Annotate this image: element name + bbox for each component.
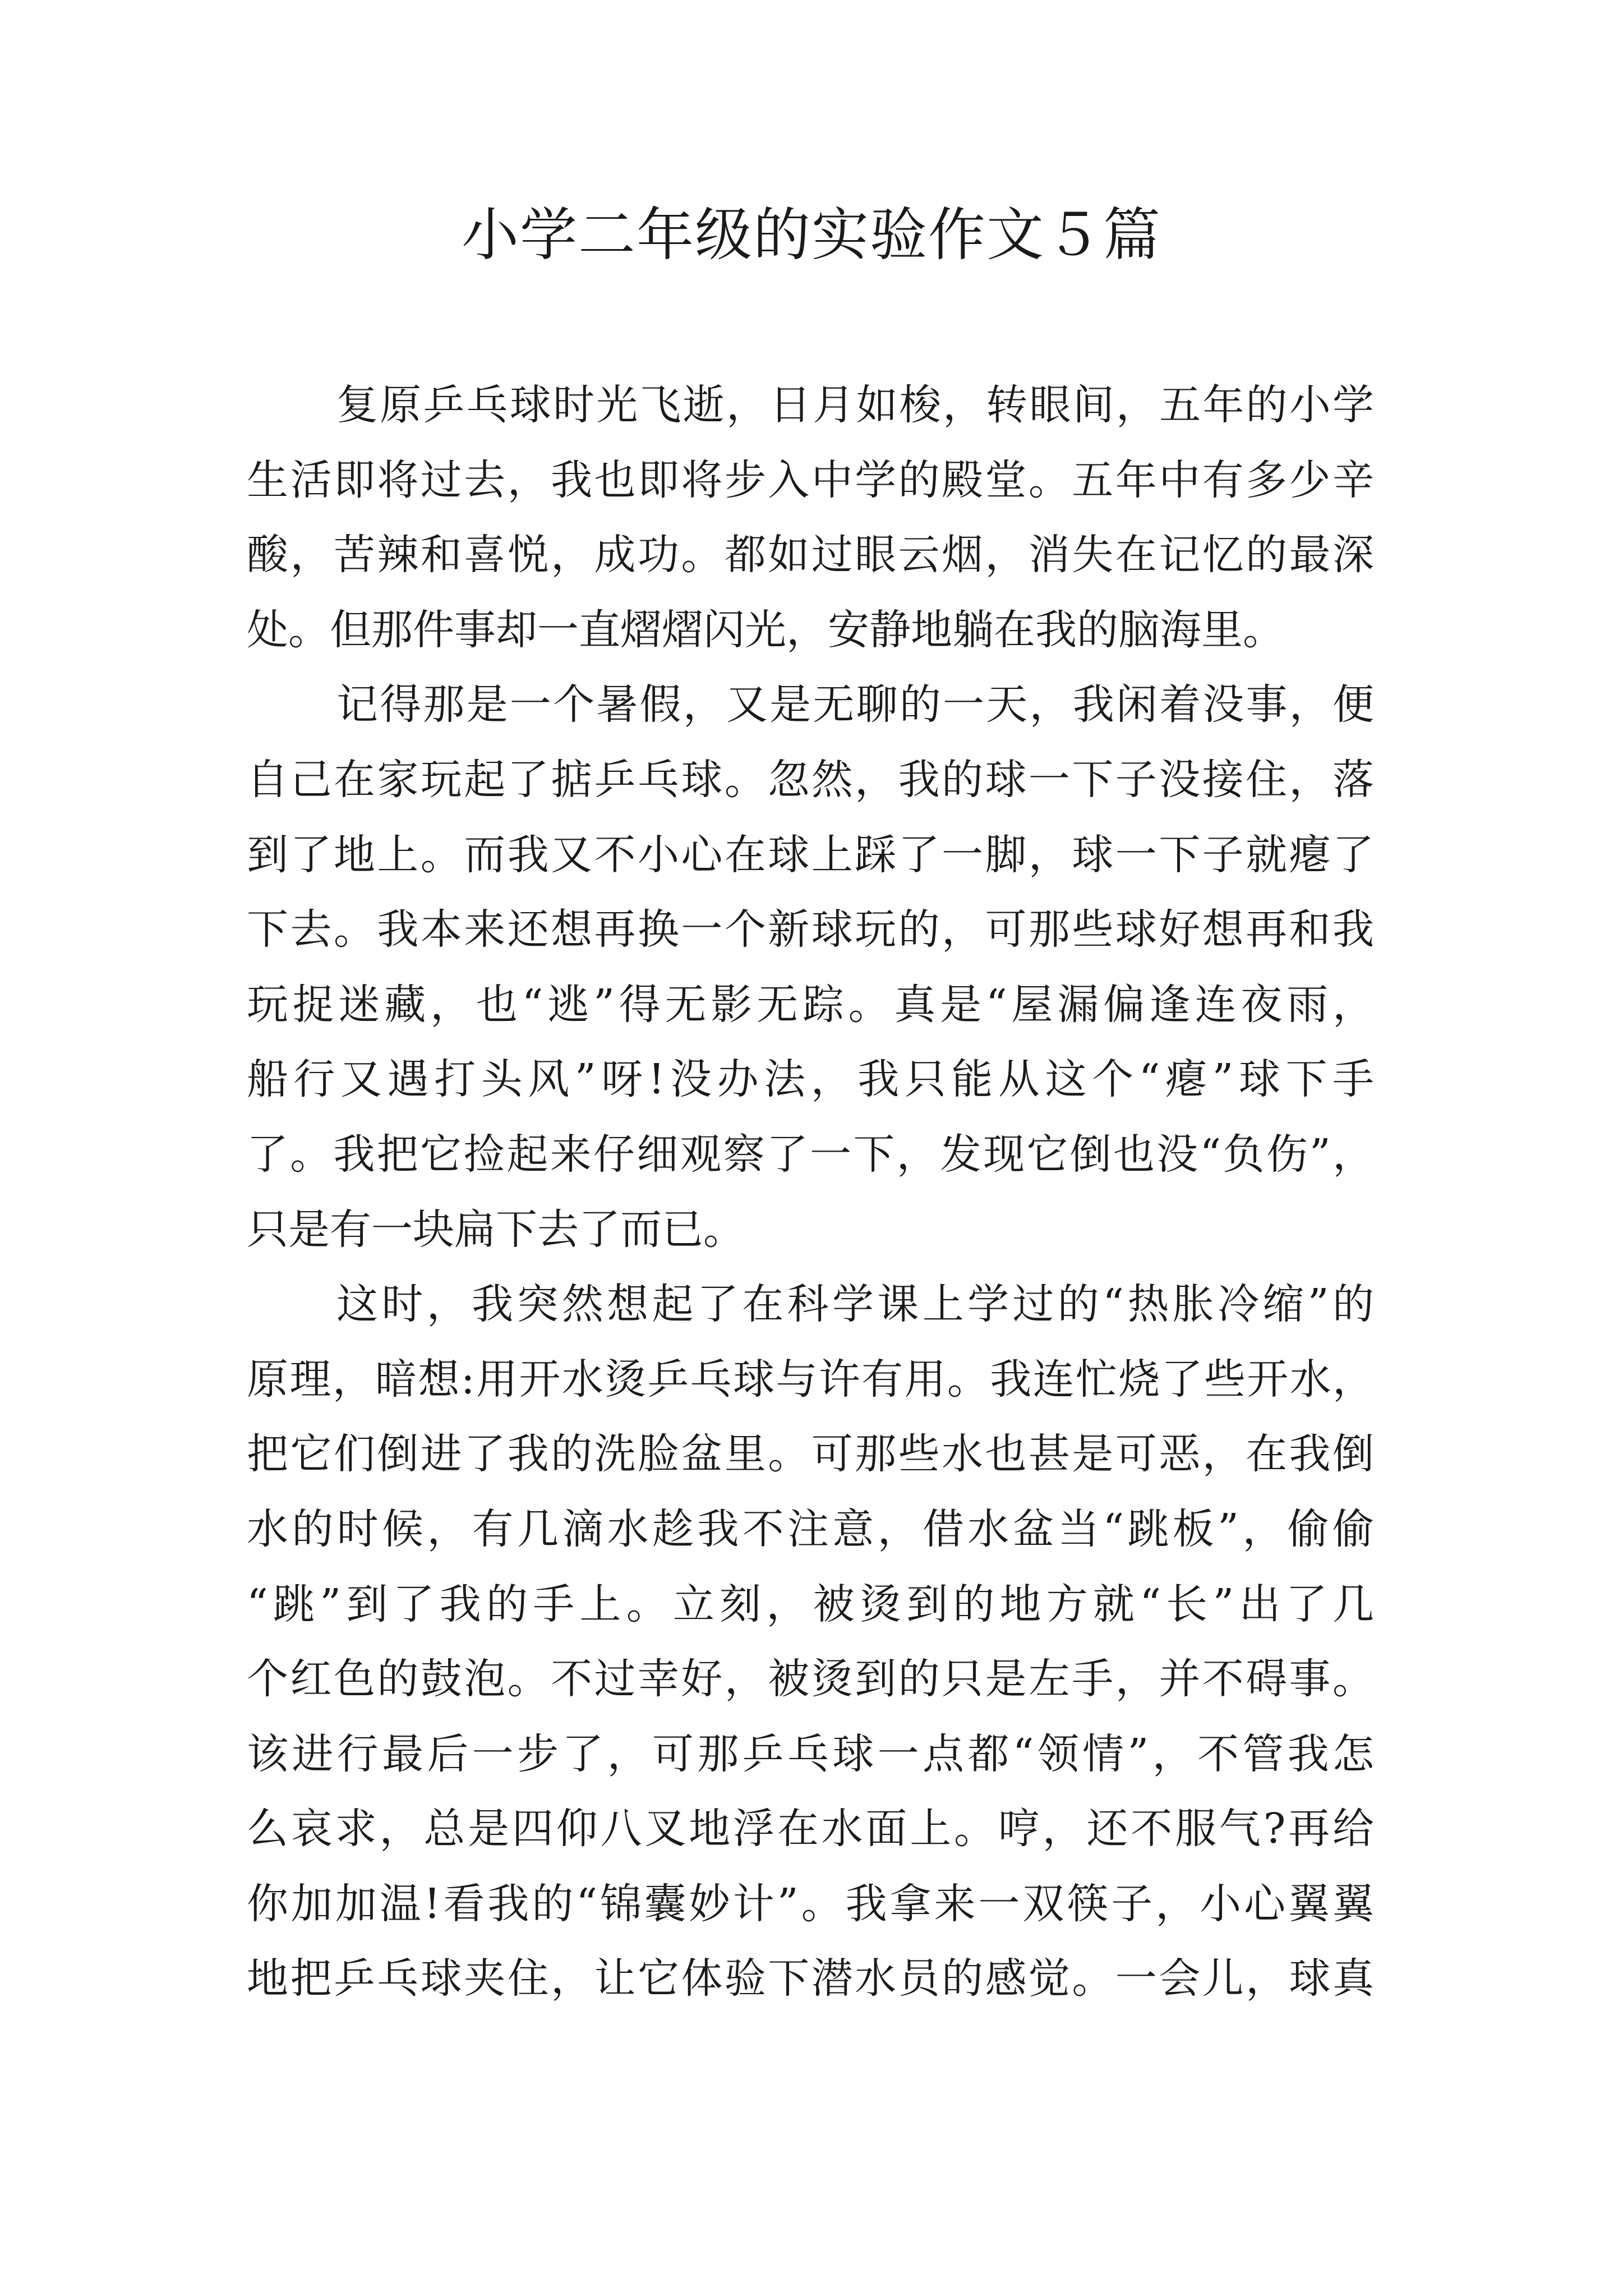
text-line: 只是有一块扁下去了而已。 xyxy=(247,1205,745,1254)
text-line: 到了地上。而我又不小心在球上踩了一脚，球一下子就瘪了 xyxy=(247,830,1374,879)
text-line: 原理，暗想:用开水烫乒乓球与许有用。我连忙烧了些开水， xyxy=(247,1355,1374,1404)
text-line: 玩捉迷藏，也“逃”得无影无踪。真是“屋漏偏逢连夜雨， xyxy=(247,980,1374,1029)
text-line: 水的时候，有几滴水趁我不注意，借水盆当“跳板”，偷偷 xyxy=(247,1504,1374,1553)
text-line: 下去。我本来还想再换一个新球玩的，可那些球好想再和我 xyxy=(247,905,1374,954)
text-line: 么哀求，总是四仰八叉地浮在水面上。哼，还不服气?再给 xyxy=(247,1805,1374,1853)
text-line: 生活即将过去，我也即将步入中学的殿堂。五年中有多少辛 xyxy=(247,455,1374,504)
text-line: 处。但那件事却一直熠熠闪光，安静地躺在我的脑海里。 xyxy=(247,605,1284,654)
document-body xyxy=(247,368,1374,2017)
text-line: 你加加温!看我的“锦囊妙计”。我拿来一双筷子，小心翼翼 xyxy=(247,1879,1374,1928)
text-line: 该进行最后一步了，可那乒乓球一点都“领情”，不管我怎 xyxy=(247,1729,1374,1778)
text-line: 复原乒乓球时光飞逝，日月如梭，转眼间，五年的小学 xyxy=(336,381,1374,429)
text-line: 自己在家玩起了掂乒乓球。忽然，我的球一下子没接住，落 xyxy=(247,755,1374,804)
text-line: 这时，我突然想起了在科学课上学过的“热胀冷缩”的 xyxy=(336,1280,1374,1329)
text-line: 了。我把它捡起来仔细观察了一下，发现它倒也没“负伤”， xyxy=(247,1130,1374,1179)
text-line: 酸，苦辣和喜悦，成功。都如过眼云烟，消失在记忆的最深 xyxy=(247,531,1374,579)
text-line: 把它们倒进了我的洗脸盆里。可那些水也甚是可恶，在我倒 xyxy=(247,1430,1374,1479)
text-line: 地把乒乓球夹住，让它体验下潜水员的感觉。一会儿，球真 xyxy=(247,1954,1374,2003)
text-line: 个红色的鼓泡。不过幸好，被烫到的只是左手，并不碍事。 xyxy=(247,1655,1374,1704)
text-line: 船行又遇打头风”呀!没办法，我只能从这个“瘪”球下手 xyxy=(247,1055,1374,1104)
text-line: “跳”到了我的手上。立刻，被烫到的地方就“长”出了几 xyxy=(247,1580,1374,1628)
document-title: 小学二年级的实验作文５篇 xyxy=(462,202,1161,269)
text-line: 记得那是一个暑假，又是无聊的一天，我闲着没事，便 xyxy=(336,680,1374,729)
